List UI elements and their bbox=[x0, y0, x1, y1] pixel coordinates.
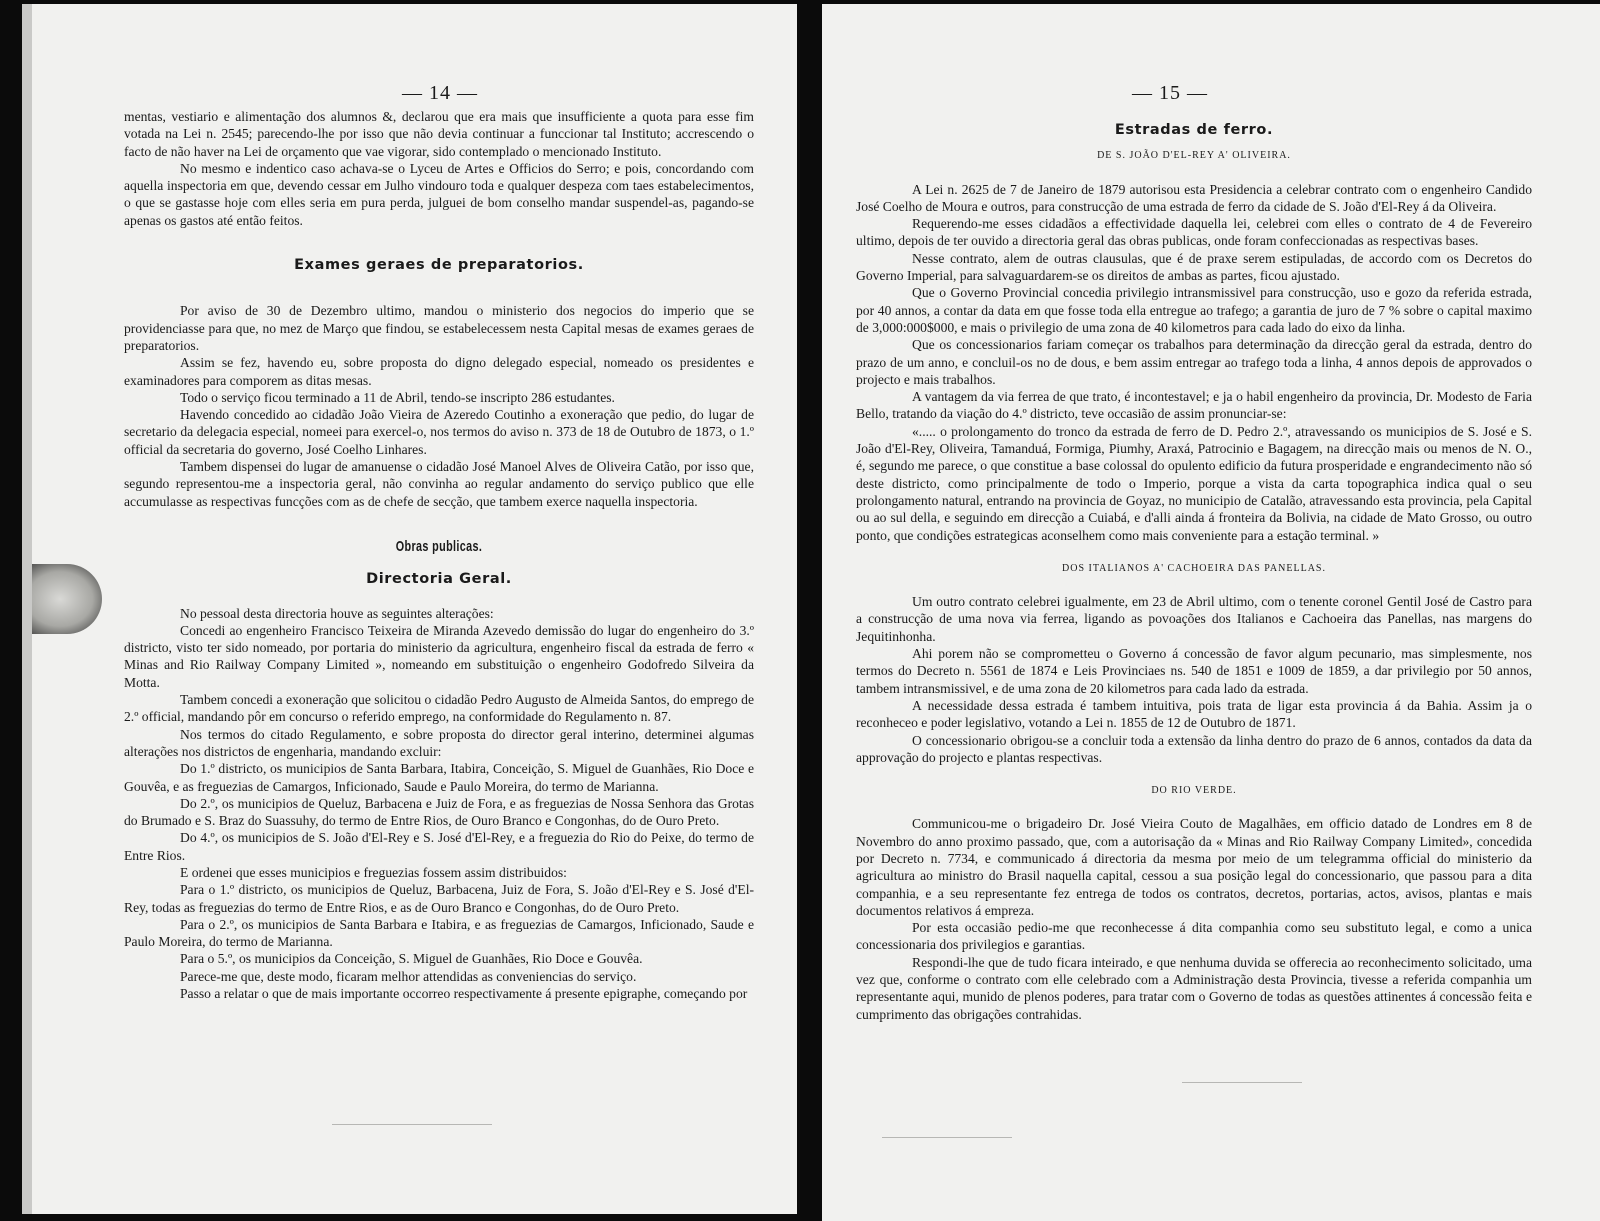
paragraph: Para o 5.º, os municipios da Conceição, S. Miguel de Guanhães, Rio Doce e Gouvêa. bbox=[180, 951, 643, 967]
paragraph: A vantagem da via ferrea de que trato, é incontestavel; e ja o habil engenheiro da provincia, Dr. Modesto de Faria Bello, tratando da viação do 4.º districto, teve occasião de assim pronunciar-se: bbox=[856, 389, 1532, 422]
subheading-italianos: DOS ITALIANOS A' CACHOEIRA DAS PANELLAS. bbox=[1062, 562, 1326, 574]
paragraph: Assim se fez, havendo eu, sobre proposta do digno delegado especial, nomeado os presidentes e examinadores para comporem as ditas mesas. bbox=[124, 355, 754, 388]
left-column bbox=[124, 108, 754, 1002]
bottom-rule bbox=[332, 1124, 492, 1125]
subheading-rio-verde: DO RIO VERDE. bbox=[1151, 785, 1237, 797]
paragraph: Respondi-lhe que de tudo ficara inteirado, e que nenhuma duvida se offerecia ao reconhecimento solicitado, uma vez que, conforme o contrato com elle celebrado com a Administração desta Provincia, tivesse a referida companhia um representante aqui, munido de plenos poderes, para tratar com o Governo de todas as questões attinentes á concessão feita e cumprimento das obrigações contrahidas. bbox=[856, 954, 1532, 1022]
right-column bbox=[856, 122, 1532, 1023]
section-heading-estradas: Estradas de ferro. bbox=[1114, 122, 1274, 138]
paragraph: Ahi porem não se comprometteu o Governo á concessão de favor algum pecunario, mas simplesmente, nos termos do Decreto n. 5561 de 1874 e Leis Provinciaes ns. 540 de 1851 e 1009 de 1859, a dar privilegio por 50 annos, tambem intransmissivel, e de uma zona de 20 kilometros para cada lado da estrada. bbox=[856, 646, 1532, 696]
page-number: — 14 — bbox=[402, 82, 478, 104]
paragraph: Tambem concedi a exoneração que solicitou o cidadão Pedro Augusto de Almeida Santos, do emprego de 2.º official, mandando pôr em concurso o referido emprego, na conformidade do Regulamento n. 87. bbox=[124, 692, 754, 725]
paragraph: Um outro contrato celebrei igualmente, em 23 de Abril ultimo, com o tenente coronel Gentil José de Castro para a construcção de uma nova via ferrea, ligando as povoações dos Italianos e Cachoeira das Panellas, nas margens do Jequitinhonha. bbox=[856, 594, 1532, 644]
paragraph: Todo o serviço ficou terminado a 11 de Abril, tendo-se inscripto 286 estudantes. bbox=[180, 389, 615, 405]
paragraph: Communicou-me o brigadeiro Dr. José Vieira Couto de Magalhães, em officio datado de Londres em 8 de Novembro do anno proximo passado, que, com a autorisação da « Minas and Rio Railway Company Limited», concedida por Decreto n. 7734, e communicado á directoria da mesma por meio de um telegramma official do ministerio da agricultura ao ministro do Brasil naquella capital, cessou a sua posição legal do concessionario, que passou para a dita companhia, e a seu representante fez entrega de todos os contratos, decretos, portarias, actos, avisos, plantas e mais documentos relativos á empreza. bbox=[856, 816, 1532, 918]
section-heading-directoria: Directoria Geral. bbox=[366, 571, 512, 588]
paragraph: E ordenei que esses municipios e freguezias fossem assim distribuidos: bbox=[180, 864, 567, 880]
right-page bbox=[822, 4, 1600, 1221]
paragraph: Do 1.º districto, os municipios de Santa Barbara, Itabira, Conceição, S. Miguel de Guanhães, Rio Doce e Gouvêa, e as freguezias de Camargos, Inficionado, Saude e Paulo Moreira, do termo de Marianna. bbox=[124, 761, 754, 794]
subheading-sjoao: DE S. JOÃO D'EL-REY A' OLIVEIRA. bbox=[1097, 150, 1291, 162]
paragraph: Nos termos do citado Regulamento, e sobre proposta do director geral interino, determinei algumas alterações nos districtos de engenharia, mandando excluir: bbox=[124, 726, 754, 759]
paragraph: A necessidade dessa estrada é tambem intuitiva, pois trata de ligar esta provincia á da Bahia. Assim ja o reconheceo e poder legislativo, votando a Lei n. 1855 de 12 de Outubro de 1871. bbox=[856, 697, 1532, 731]
bottom-rule bbox=[882, 1137, 1012, 1138]
quotation: «..... o prolongamento do tronco da estrada de ferro de D. Pedro 2.º, atravessando os municipios de S. José e S. João d'El-Rey, Oliveira, Tamanduá, Formiga, Piumhy, Araxá, Patrocinio e Bagagem, na direcção mais ou menos de N. O., é, segundo me parece, o que constitue a base colossal do opulento edificio da futura prosperidade e engrandecimento não só deste districto, como principalmente de todo o Imperio, porque a vista da carta topographica indica qual o seu prolongamento natural, entrando na provincia de Goyaz, no municipio de Catalão, atravessando esta provincia, pela Capital ou ao sul della, e seguindo em direcção a Cuiabá, e d'alli ainda á fronteira da Bolivia, na cidade de Mato Grosso, ou outro ponto, que condições estrategicas aconselhem como mais conveniente para a estação terminal. » bbox=[856, 423, 1532, 543]
paragraph: No pessoal desta directoria houve as seguintes alterações: bbox=[180, 605, 494, 621]
paragraph: Do 4.º, os municipios de S. João d'El-Rey e S. José d'El-Rey, e a freguezia do Rio do Peixe, do termo de Entre Rios. bbox=[124, 830, 754, 863]
paragraph: Para o 2.º, os municipios de Santa Barbara e Itabira, e as freguezias de Camargos, Inficionado, Saude e Paulo Moreira, do termo de Marianna. bbox=[124, 916, 754, 950]
paragraph: Tambem dispensei do lugar de amanuense o cidadão José Manoel Alves de Oliveira Catão, por isso que, segundo representou-me a inspectoria geral, não convinha ao regular andamento do serviço publico que elle accumulasse as respectivas funcções com as de chefe de secção, que tambem exerce naquella inspectoria. bbox=[124, 459, 754, 509]
paragraph: O concessionario obrigou-se a concluir toda a extensão da linha dentro do prazo de 6 annos, contados da data da approvação do projecto e plantas respectivas. bbox=[856, 732, 1532, 765]
section-heading-exames: Exames geraes de preparatorios. bbox=[294, 257, 584, 274]
paragraph: Nesse contrato, alem de outras clausulas, que é de praxe serem estipuladas, de accordo com os Decretos do Governo Imperial, para salvaguardarem-se os direitos de ambas as partes, ficou ajustado. bbox=[856, 250, 1532, 284]
paragraph: Passo a relatar o que de mais importante occorreo respectivamente á presente epigraphe, começando por bbox=[180, 986, 748, 1002]
paragraph: Parece-me que, deste modo, ficaram melhor attendidas as conveniencias do serviço. bbox=[180, 968, 637, 984]
binding-clip-mark bbox=[32, 564, 102, 634]
paragraph: Que o Governo Provincial concedia privilegio intransmissivel para construcção, uso e gozo da referida estrada, por 40 annos, a contar da data em que fosse toda ella entregue ao trafego; a garantia de juro de 7 % sobre o capital maximo de 3,000:000$000, e mais o privilegio de uma zona de 40 kilometros para cada lado do eixo da linha. bbox=[856, 285, 1532, 335]
section-heading-obras: Obras publicas. bbox=[395, 537, 483, 555]
page-number: — 15 — bbox=[1132, 82, 1208, 104]
paragraph: A Lei n. 2625 de 7 de Janeiro de 1879 autorisou esta Presidencia a celebrar contrato com o engenheiro Candido José Coelho de Moura e outros, para construcção de uma estrada de ferro da cidade de S. João d'El-Rey á da Oliveira. bbox=[856, 181, 1532, 214]
paragraph: Por esta occasião pedio-me que reconhecesse á dita companhia como seu substituto legal, e como a unica concessionaria dos privilegios e garantias. bbox=[856, 920, 1532, 953]
paragraph: Por aviso de 30 de Dezembro ultimo, mandou o ministerio dos negocios do imperio que se providenciasse para que, no mez de Março que findou, se estabelecessem nesta Capital mesas de exames geraes de preparatorios. bbox=[124, 303, 754, 353]
paragraph: Concedi ao engenheiro Francisco Teixeira de Miranda Azevedo demissão do lugar do engenheiro do 3.º districto, visto ter sido nomeado, por portaria do ministerio da agricultura, engenheiro fiscal da estrada de ferro « Minas and Rio Railway Company Limited », nomeando em substituição o engenheiro Godofredo Silveira da Motta. bbox=[124, 622, 754, 690]
paragraph: Do 2.º, os municipios de Queluz, Barbacena e Juiz de Fora, e as freguezias de Nossa Senhora das Grotas do Brumado e S. Braz do Suassuhy, do termo de Entre Rios, de Ouro Branco e Congonhas, do de Ouro Preto. bbox=[124, 795, 754, 829]
left-page bbox=[22, 4, 797, 1214]
paragraph: Que os concessionarios fariam começar os trabalhos para determinação da direcção geral da estrada, dentro do prazo de um anno, e concluil-os no de dous, e bem assim entregar ao trafego toda a linha, 4 annos depois de approvados o projecto e mais trabalhos. bbox=[856, 337, 1532, 387]
paragraph: Para o 1.º districto, os municipios de Queluz, Barbacena, Juiz de Fora, S. João d'El-Rey e S. José d'El-Rey, todas as freguezias do termo de Entre Rios, e as de Ouro Branco e Congonhas, do de Ouro Preto. bbox=[124, 882, 754, 915]
bottom-rule bbox=[1182, 1082, 1302, 1083]
paragraph: Havendo concedido ao cidadão João Vieira de Azeredo Coutinho a exoneração que pedio, do lugar de secretario da delegacia especial, nomeei para exercel-o, nos termos do aviso n. 373 de 18 de Outubro de 1873, o 1.º official da secretaria do governo, José Coelho Linhares. bbox=[124, 407, 754, 457]
paragraph: Requerendo-me esses cidadãos a effectividade daquella lei, celebrei com elles o contrato de 4 de Fevereiro ultimo, depois de ter ouvido a directoria geral das obras publicas, onde foram confeccionadas as respectivas bases. bbox=[856, 216, 1532, 249]
paragraph: mentas, vestiario e alimentação dos alumnos &, declarou que era mais que insufficiente a quota para esse fim votada na Lei n. 2545; parecendo-lhe por isso que não devia continuar a funccionar tal Instituto; accrescendo o facto de não haver na Lei de orçamento que vae vigorar, sido contemplado o mencionado Instituto. bbox=[124, 109, 754, 159]
paragraph: No mesmo e indentico caso achava-se o Lyceu de Artes e Officios do Serro; e pois, concordando com aquella inspectoria em que, devendo cessar em Julho vindouro toda e qualquer despeza com taes estabelecimentos, o que se gastasse hoje com elles seria em pura perda, julguei de bom conselho mandar suspendel-as, pagando-se apenas os gastos até então feitos. bbox=[124, 160, 754, 228]
